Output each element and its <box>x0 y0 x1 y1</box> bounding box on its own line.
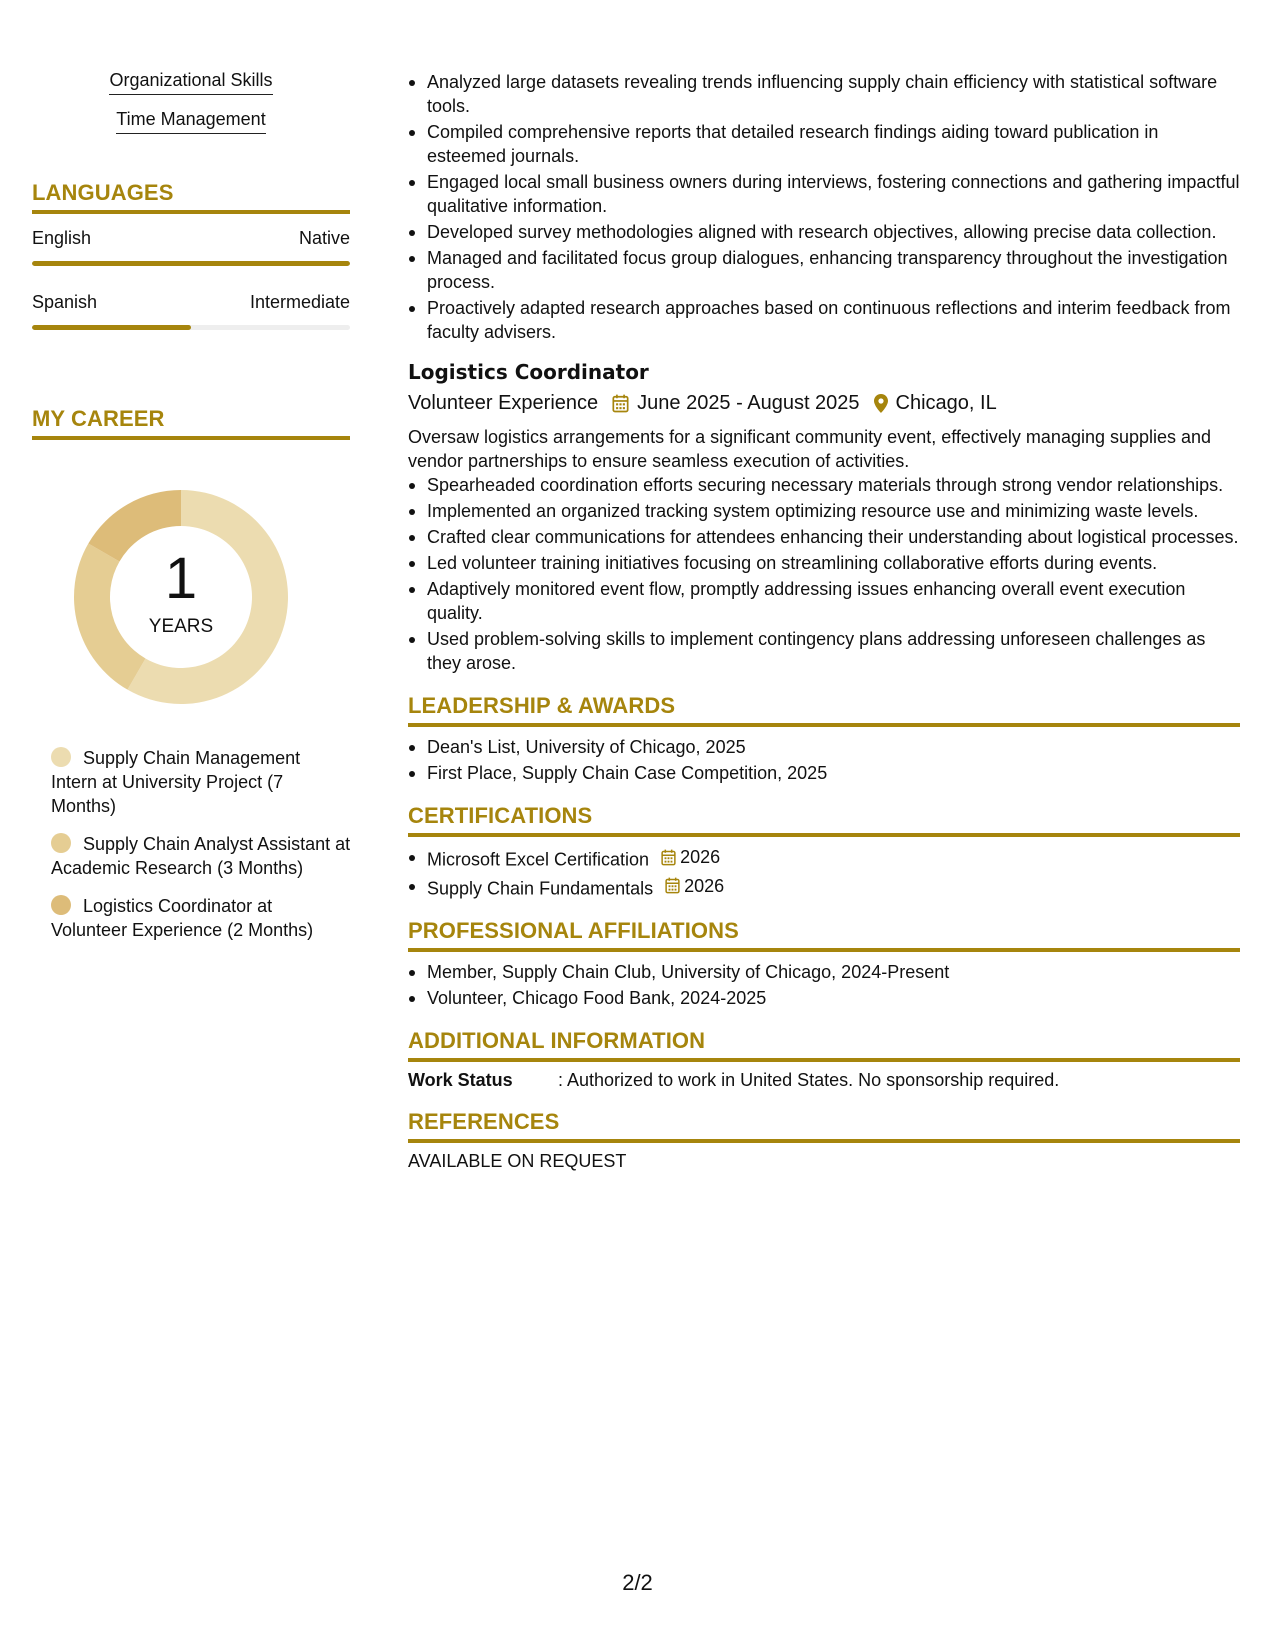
bullet-item: Led volunteer training initiatives focusing on streamlining collaborative efforts during events. <box>408 551 1240 575</box>
bullet-item: Compiled comprehensive reports that detailed research findings aiding toward publication in esteemed journals. <box>408 120 1240 168</box>
sidebar <box>32 70 350 956</box>
job-entry <box>408 360 1240 675</box>
bullet-item: Implemented an organized tracking system optimizing resource use and minimizing waste levels. <box>408 499 1240 523</box>
section-title-references: REFERENCES <box>408 1109 1240 1143</box>
career-legend-item <box>51 832 351 880</box>
language-item <box>32 292 350 330</box>
legend-label: Logistics Coordinator at Volunteer Experience (2 Months) <box>51 896 314 940</box>
certification-year: 2026 <box>684 875 725 896</box>
legend-label: Supply Chain Analyst Assistant at Academic Research (3 Months) <box>51 834 351 878</box>
language-level: Intermediate <box>249 292 350 312</box>
job-description: Oversaw logistics arrangements for a significant community event, effectively managing supplies and vendor partnerships to ensure seamless execution of activities. <box>408 427 1212 471</box>
bullet-item: Adaptively monitored event flow, promptly addressing issues enhancing overall event execution quality. <box>408 577 1240 625</box>
bullet-item: Engaged local small business owners during interviews, fostering connections and gathering impactful qualitative information. <box>408 170 1240 218</box>
section-title-languages: LANGUAGES <box>32 180 350 214</box>
skill-label: Time Management <box>116 109 265 134</box>
bullet-item: Used problem-solving skills to implement contingency plans addressing unforeseen challenges as they arose. <box>408 627 1240 675</box>
legend-dot <box>51 895 71 915</box>
calendar-icon <box>612 394 629 413</box>
bullet-item: Managed and facilitated focus group dialogues, enhancing transparency throughout the investigation process. <box>408 246 1240 294</box>
affiliation-item: Volunteer, Chicago Food Bank, 2024-2025 <box>408 986 1240 1010</box>
section-title-career: MY CAREER <box>32 406 350 440</box>
award-item: Dean's List, University of Chicago, 2025 <box>408 735 1240 759</box>
additional-info-section <box>408 1028 1240 1091</box>
page-number: 2/2 <box>622 1570 653 1595</box>
bullet-item: Analyzed large datasets revealing trends influencing supply chain efficiency with statistical software tools. <box>408 70 1240 118</box>
work-status-row <box>408 1070 1240 1091</box>
language-bar <box>32 261 350 266</box>
section-title-affiliations: PROFESSIONAL AFFILIATIONS <box>408 918 1240 952</box>
awards-section <box>408 693 1240 785</box>
job-bullets <box>408 473 1240 675</box>
legend-dot <box>51 747 71 767</box>
main-content <box>408 70 1240 1172</box>
language-name: Spanish <box>32 292 98 312</box>
career-total-number: 1 <box>164 546 198 611</box>
calendar-icon <box>661 849 676 866</box>
certification-year: 2026 <box>680 847 721 867</box>
certification-name: Supply Chain Fundamentals <box>427 878 654 898</box>
certification-item <box>408 874 1240 901</box>
skill-item <box>32 109 350 134</box>
skill-item <box>32 70 350 95</box>
job-company: Volunteer Experience <box>408 392 599 414</box>
bullet-item: Proactively adapted research approaches based on continuous reflections and interim feedback from faculty advisers. <box>408 296 1240 344</box>
job-meta <box>408 392 1240 415</box>
references-section <box>408 1109 1240 1172</box>
career-legend-item <box>51 746 351 818</box>
job-title: Logistics Coordinator <box>408 360 649 384</box>
certification-item <box>408 845 1240 872</box>
section-title-awards: LEADERSHIP & AWARDS <box>408 693 1240 727</box>
language-bar <box>32 325 350 330</box>
language-name: English <box>32 228 92 248</box>
section-title-additional: ADDITIONAL INFORMATION <box>408 1028 1240 1062</box>
work-status-value: : Authorized to work in United States. No sponsorship required. <box>558 1070 1060 1090</box>
affiliations-section <box>408 918 1240 1010</box>
languages-section <box>32 180 350 330</box>
legend-dot <box>51 833 71 853</box>
career-legend-item <box>51 894 351 942</box>
bullet-item: Developed survey methodologies aligned with research objectives, allowing precise data collection. <box>408 220 1240 244</box>
affiliation-item: Member, Supply Chain Club, University of Chicago, 2024-Present <box>408 960 1240 984</box>
location-pin-icon <box>874 394 888 413</box>
previous-job-bullets <box>408 70 1240 344</box>
award-item: First Place, Supply Chain Case Competition, 2025 <box>408 761 1240 785</box>
language-item <box>32 228 350 266</box>
legend-label: Supply Chain Management Intern at University Project (7 Months) <box>51 748 301 816</box>
career-section <box>32 406 350 942</box>
skill-label: Organizational Skills <box>109 70 272 95</box>
certification-name: Microsoft Excel Certification <box>427 849 650 870</box>
job-location: Chicago, IL <box>895 392 997 414</box>
references-text: AVAILABLE ON REQUEST <box>408 1151 627 1171</box>
career-total-unit: YEARS <box>148 616 214 637</box>
bullet-item: Spearheaded coordination efforts securing necessary materials through strong vendor relationships. <box>408 473 1240 497</box>
section-title-certifications: CERTIFICATIONS <box>408 803 1240 837</box>
work-status-label: Work Status <box>408 1070 513 1090</box>
bullet-item: Crafted clear communications for attendees enhancing their understanding about logistical processes. <box>408 525 1240 549</box>
calendar-icon <box>665 877 680 894</box>
job-dates: June 2025 - August 2025 <box>637 392 860 414</box>
career-legend <box>51 746 351 942</box>
language-bar-fill <box>32 261 350 266</box>
certifications-section <box>408 803 1240 900</box>
language-bar-fill <box>32 325 191 330</box>
career-donut-chart <box>68 484 294 710</box>
language-level: Native <box>298 228 350 248</box>
